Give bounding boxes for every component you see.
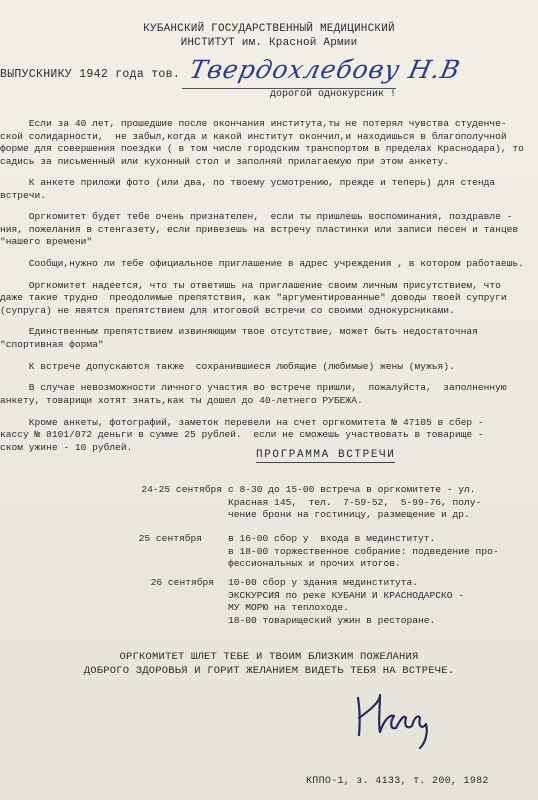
paragraph-6: Единственным препятствием извиняющим твое отсутствие, может быть недостаточная "спортивная форма" <box>0 326 478 350</box>
signature <box>350 680 460 750</box>
closing-line-1: ОРГКОМИТЕТ ШЛЕТ ТЕБЕ И ТВОИМ БЛИЗКИМ ПОЖЕЛАНИЯ <box>119 651 419 663</box>
program-date: 24-25 сентября <box>141 484 222 495</box>
institute-header <box>0 22 538 50</box>
paragraph-2: К анкете приложи фото (или два, по твоему усмотрению, прежде и теперь) для стенда встречи. <box>0 177 496 201</box>
header-line-1: КУБАНСКИЙ ГОСУДАРСТВЕННЫЙ МЕДИЦИНСКИЙ <box>143 23 395 35</box>
program-date: 26 сентября <box>150 577 214 588</box>
header-line-2: ИНСТИТУТ им. Красной Армии <box>180 37 358 49</box>
program-title: ПРОГРАММА ВСТРЕЧИ <box>256 449 396 461</box>
paragraph-8: В случае невозможности личного участия во встрече пришли, пожалуйста, заполненную анкету, товарищи хотят знать,как ты дошел до 40-летнего РУБЕЖА. <box>0 382 507 406</box>
graduate-prefix: ВЫПУСКНИКУ 1942 года тов. <box>0 68 181 81</box>
paragraph-1: Если за 40 лет, прошедшие после окончания института,ты не потерял чувства студенче- ской солидарности, не забыл,когда и какой институт окончил,и находишься в благополучной форме для совершения поездки ( в том числе городским транспортом в пределах Краснодара), то садись за письменный или кухонный стол и заполняй прилагаемую при этом анкету. <box>0 118 524 167</box>
handwritten-recipient-name: Твердохлебову Н.В <box>186 55 464 84</box>
paragraph-5: Оргкомитет надеется, что ты ответишь на приглашение своим личным присутствием, что даже такие трудно преодолимые препятствия, как "аргументированные" доводы твоей супруги (супруга) не явятся препятствием для итоговой встречи со своими однокурсниками. <box>0 279 507 316</box>
letter-body <box>0 118 532 463</box>
closing-wishes <box>0 650 538 678</box>
print-footer: КППО-1, з. 4133, т. 200, 1982 <box>306 776 489 787</box>
program-text: в 16-00 сбор у входа в мединститут. в 18-00 торжественное собрание: подведение про- фессиональных и прочих итогов. <box>228 533 499 569</box>
paragraph-9: Кроме анкеты, фотографий, заметок перевели на счет оргкомитета № 47105 в сбер - кассу № 8101/072 деньги в сумме 25 рублей. если не сможешь участвовать в товарище - ском ужине - 10 рублей. <box>0 416 484 453</box>
closing-line-2: ДОБРОГО ЗДОРОВЬЯ И ГОРИТ ЖЕЛАНИЕМ ВИДЕТЬ ТЕБЯ НА ВСТРЕЧЕ. <box>83 665 455 677</box>
greeting-text: дорогой однокурсник ! <box>270 89 397 100</box>
paragraph-7: К встрече допускаются также сохранившиеся любящие (любимые) жены (мужья). <box>0 360 455 372</box>
paragraph-3: Оргкомитет будет тебе очень признателен, если ты пришлешь воспоминания, поздравле - ния, пожелания в стенгазету, если привезешь на встречу пластинки или записи песен и танцев "нашего времени" <box>0 211 519 248</box>
program-date: 25 сентября <box>138 533 202 544</box>
program-text: 10-00 сбор у здания мединститута. ЭКСКУРСИЯ по реке КУБАНИ И КРАСНОДАРСКО - МУ МОРЮ на теплоходе. 18-00 товарищеский ужин в ресторане. <box>228 577 465 626</box>
paragraph-4: Сообщи,нужно ли тебе официальное приглашение в адрес учреждения , в котором работаешь. <box>0 258 524 270</box>
program-text: с 8-30 до 15-00 встреча в оргкомитете - ул. Красная 145, тел. 7-59-52, 5-99-76, полу- чение брони на гостиницу, размещение и др. <box>228 484 482 520</box>
